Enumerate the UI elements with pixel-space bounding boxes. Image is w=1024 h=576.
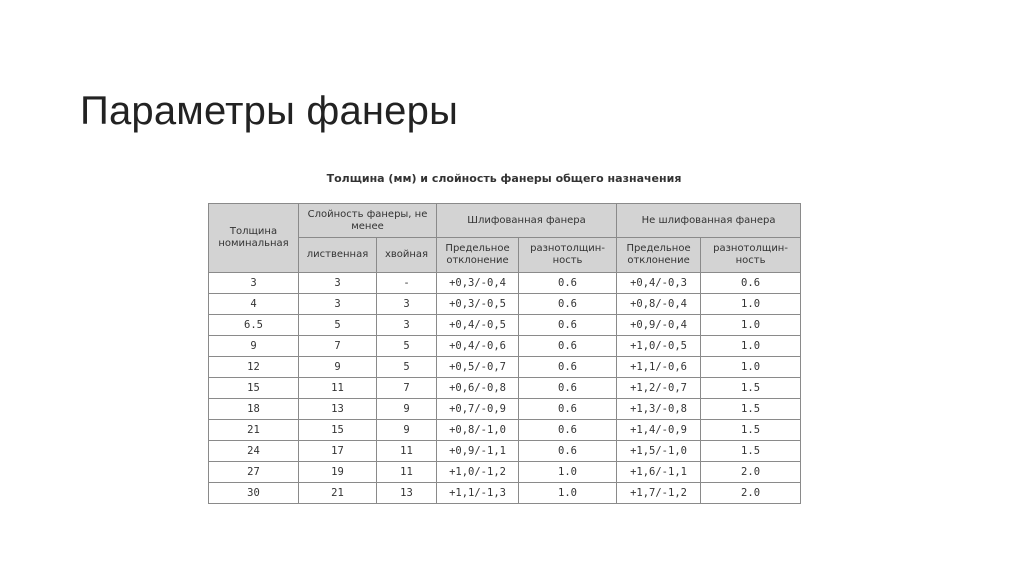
cell-thickness: 21 (209, 420, 299, 441)
cell-sanded-deviation: +0,9/-1,1 (437, 441, 519, 462)
cell-sanded-variation: 0.6 (519, 399, 617, 420)
cell-sanded-deviation: +0,7/-0,9 (437, 399, 519, 420)
cell-sanded-deviation: +0,3/-0,4 (437, 273, 519, 294)
cell-sanded-variation: 1.0 (519, 483, 617, 504)
cell-unsanded-deviation: +1,0/-0,5 (617, 336, 701, 357)
cell-layers-softwood: 5 (377, 336, 437, 357)
header-layers-hardwood: лиственная (299, 238, 377, 273)
table-row (209, 336, 801, 357)
cell-sanded-deviation: +0,4/-0,6 (437, 336, 519, 357)
cell-sanded-deviation: +0,5/-0,7 (437, 357, 519, 378)
cell-unsanded-deviation: +1,2/-0,7 (617, 378, 701, 399)
cell-layers-softwood: 3 (377, 294, 437, 315)
cell-unsanded-variation: 1.0 (701, 357, 801, 378)
cell-thickness: 3 (209, 273, 299, 294)
header-unsanded-group: Не шлифованная фанера (617, 204, 801, 238)
cell-layers-hardwood: 5 (299, 315, 377, 336)
header-thickness: Толщина номинальная (209, 204, 299, 273)
table-row (209, 441, 801, 462)
cell-sanded-deviation: +0,3/-0,5 (437, 294, 519, 315)
cell-sanded-deviation: +1,1/-1,3 (437, 483, 519, 504)
header-sanded-variation: разнотолщин-ность (519, 238, 617, 273)
cell-layers-hardwood: 15 (299, 420, 377, 441)
cell-sanded-variation: 0.6 (519, 315, 617, 336)
cell-sanded-deviation: +0,6/-0,8 (437, 378, 519, 399)
cell-unsanded-deviation: +1,5/-1,0 (617, 441, 701, 462)
cell-unsanded-variation: 1.5 (701, 378, 801, 399)
cell-sanded-variation: 0.6 (519, 441, 617, 462)
cell-layers-softwood: - (377, 273, 437, 294)
cell-layers-hardwood: 7 (299, 336, 377, 357)
table-row (209, 399, 801, 420)
cell-thickness: 6.5 (209, 315, 299, 336)
cell-unsanded-variation: 1.0 (701, 315, 801, 336)
cell-thickness: 24 (209, 441, 299, 462)
table-row (209, 378, 801, 399)
cell-layers-softwood: 9 (377, 420, 437, 441)
table-row (209, 294, 801, 315)
cell-layers-softwood: 3 (377, 315, 437, 336)
table-caption: Толщина (мм) и слойность фанеры общего назначения (326, 172, 682, 185)
cell-sanded-variation: 0.6 (519, 336, 617, 357)
cell-layers-hardwood: 3 (299, 273, 377, 294)
table-row (209, 420, 801, 441)
cell-unsanded-variation: 1.0 (701, 336, 801, 357)
cell-sanded-variation: 0.6 (519, 357, 617, 378)
table-row (209, 273, 801, 294)
cell-unsanded-variation: 0.6 (701, 273, 801, 294)
slide-title: Параметры фанеры (80, 88, 459, 133)
cell-unsanded-variation: 1.5 (701, 441, 801, 462)
cell-unsanded-deviation: +1,7/-1,2 (617, 483, 701, 504)
cell-layers-hardwood: 11 (299, 378, 377, 399)
cell-layers-softwood: 11 (377, 462, 437, 483)
cell-sanded-variation: 0.6 (519, 378, 617, 399)
cell-unsanded-variation: 1.0 (701, 294, 801, 315)
cell-sanded-variation: 0.6 (519, 294, 617, 315)
cell-sanded-deviation: +0,4/-0,5 (437, 315, 519, 336)
table-row (209, 462, 801, 483)
cell-thickness: 30 (209, 483, 299, 504)
table-body (209, 273, 801, 504)
cell-unsanded-deviation: +0,9/-0,4 (617, 315, 701, 336)
cell-layers-hardwood: 19 (299, 462, 377, 483)
cell-unsanded-deviation: +1,3/-0,8 (617, 399, 701, 420)
header-sanded-deviation: Предельное отклонение (437, 238, 519, 273)
cell-layers-hardwood: 9 (299, 357, 377, 378)
cell-unsanded-variation: 1.5 (701, 399, 801, 420)
cell-layers-softwood: 13 (377, 483, 437, 504)
cell-layers-softwood: 7 (377, 378, 437, 399)
cell-thickness: 15 (209, 378, 299, 399)
header-layers-group: Слойность фанеры, не менее (299, 204, 437, 238)
cell-unsanded-deviation: +0,8/-0,4 (617, 294, 701, 315)
cell-sanded-variation: 1.0 (519, 462, 617, 483)
cell-thickness: 12 (209, 357, 299, 378)
plywood-table (208, 203, 801, 504)
cell-sanded-deviation: +1,0/-1,2 (437, 462, 519, 483)
cell-layers-hardwood: 21 (299, 483, 377, 504)
cell-layers-softwood: 9 (377, 399, 437, 420)
cell-unsanded-variation: 1.5 (701, 420, 801, 441)
table-row (209, 357, 801, 378)
cell-unsanded-variation: 2.0 (701, 483, 801, 504)
cell-layers-hardwood: 17 (299, 441, 377, 462)
cell-sanded-variation: 0.6 (519, 273, 617, 294)
cell-thickness: 4 (209, 294, 299, 315)
cell-layers-hardwood: 13 (299, 399, 377, 420)
cell-layers-hardwood: 3 (299, 294, 377, 315)
table-row (209, 315, 801, 336)
cell-layers-softwood: 5 (377, 357, 437, 378)
cell-unsanded-deviation: +1,6/-1,1 (617, 462, 701, 483)
header-unsanded-variation: разнотолщин-ность (701, 238, 801, 273)
cell-sanded-variation: 0.6 (519, 420, 617, 441)
cell-unsanded-deviation: +1,1/-0,6 (617, 357, 701, 378)
cell-unsanded-variation: 2.0 (701, 462, 801, 483)
cell-unsanded-deviation: +1,4/-0,9 (617, 420, 701, 441)
header-unsanded-deviation: Предельное отклонение (617, 238, 701, 273)
cell-unsanded-deviation: +0,4/-0,3 (617, 273, 701, 294)
table-row (209, 483, 801, 504)
cell-thickness: 18 (209, 399, 299, 420)
header-layers-softwood: хвойная (377, 238, 437, 273)
header-sanded-group: Шлифованная фанера (437, 204, 617, 238)
cell-sanded-deviation: +0,8/-1,0 (437, 420, 519, 441)
cell-thickness: 27 (209, 462, 299, 483)
cell-layers-softwood: 11 (377, 441, 437, 462)
cell-thickness: 9 (209, 336, 299, 357)
